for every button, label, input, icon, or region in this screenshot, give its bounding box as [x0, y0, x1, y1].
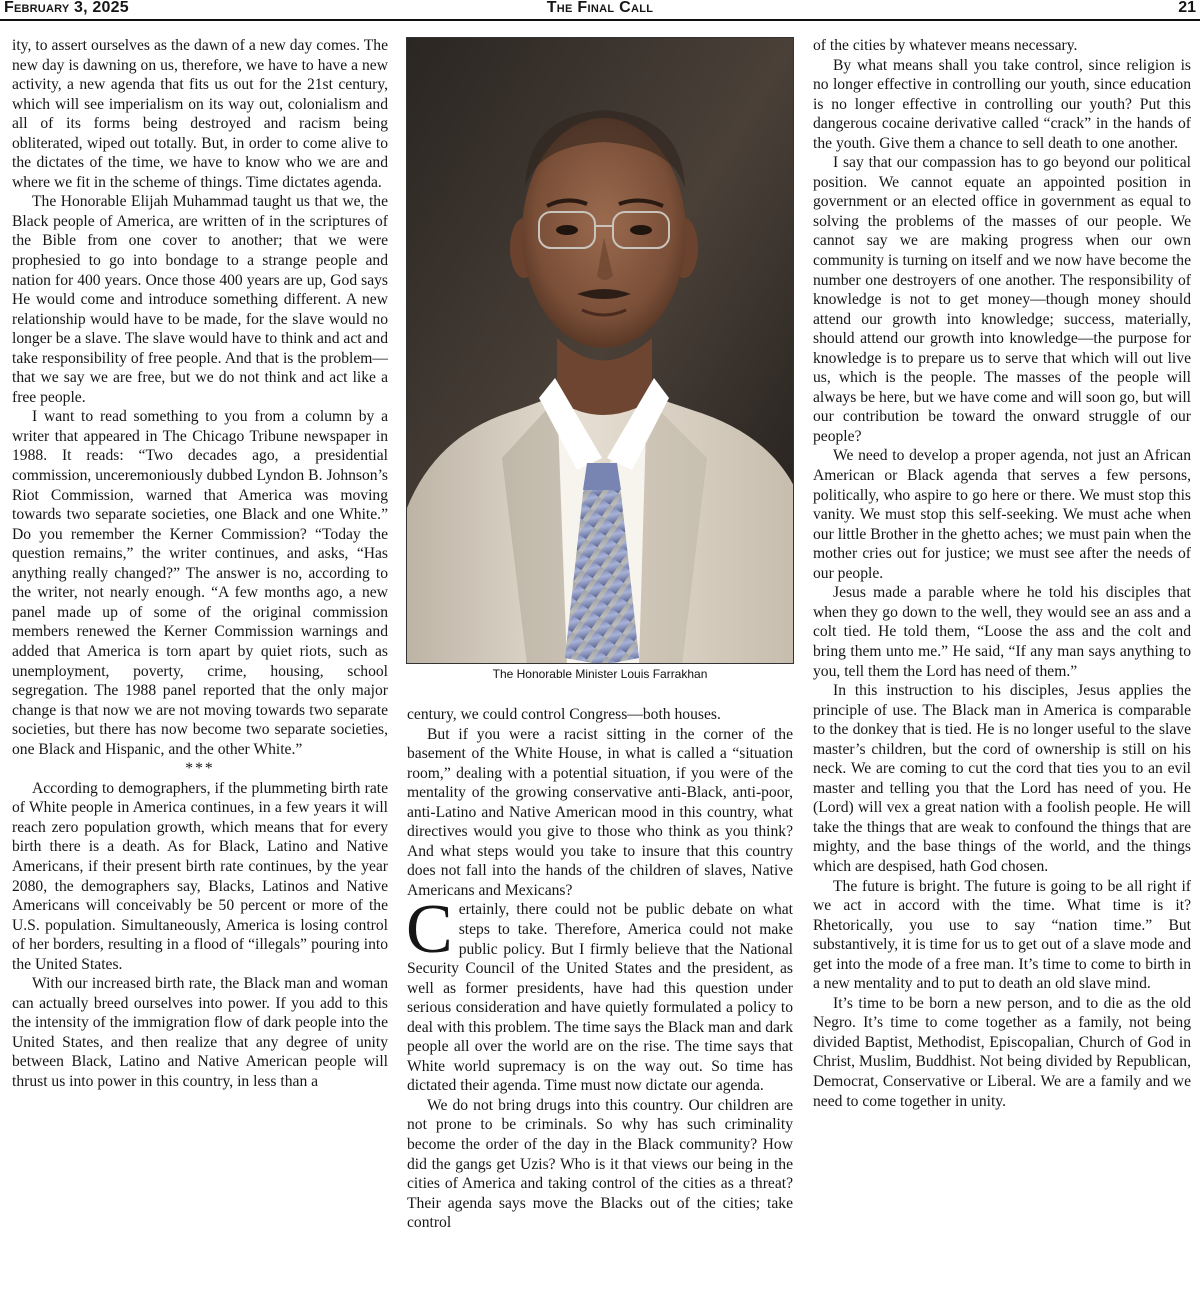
paragraph: The Honorable Elijah Muhammad taught us that we, the Black people of America, are written of in the scriptures of the Bible from one cover to another; that we were prophesied to go into bondage to a strange people and nation for 400 years. Once those 400 years are up, God says He would come and introduce something different. A new relationship would have to be made, for the slave would no longer be a slave. The slave would have to think and act and take responsibility of free people. And that is the problem—that we say we are free, but we do not think and act like a free people.: [12, 193, 389, 406]
paragraph: century, we could control Congress—both houses.: [407, 706, 721, 723]
paragraph: of the cities by whatever means necessary.: [813, 37, 1078, 54]
portrait-illustration: [407, 38, 794, 664]
photo-caption: The Honorable Minister Louis Farrakhan: [492, 667, 708, 681]
dropcap-paragraph: [406, 891, 793, 1095]
paragraph: ity, to assert ourselves as the dawn of a new day comes. The new day is dawning on us, therefore, we have to have a new activity, a new agenda that fits us out for the 21st century, which will see imperialism on its way out, colonialism and all of its forms being destroyed and racism being obliterated, wiped out totally. But, in order to come alive to the dictates of the time, we have to know who we are and where we fit in the scheme of things. Time dictates agenda.: [12, 37, 388, 191]
drop-cap-letter: C: [406, 891, 453, 969]
article-column-1: [12, 36, 388, 1092]
paragraph: I say that our compassion has to go beyond our political position. We cannot equate an appointed position in government or an elected office in government as equal to solving the problems of the masses of our people. We cannot say we are making progress when our own community is turning on itself and we now have become the number one destroyers of one another. The responsibility of knowledge is not to get money—though money should attend our growth into knowledge; success, materially, should attend our growth into knowledge—the purpose for knowledge is to prepare us to serve that which will out live us, which is the people. The masses of the people will always be here, but we have come and will soon go, but will our contribution be toward the onward struggle of our people?: [813, 154, 1191, 445]
article-column-3: [813, 36, 1191, 1111]
paragraph: I want to read something to you from a column by a writer that appeared in The Chicago Tribune newspaper in 1988. It reads: “Two decades ago, a presidential commission, unceremoniously dubbed Lyndon B. Johnson’s Riot Commission, warned that America was moving towards two separate societies, one Black and one White.” Do you remember the Kerner Commission? “Today the question remains,” the writer continues, and asks, “Has anything really changed?” The answer is no, according to the writer, not nearly enough. “A few months ago, a new panel made up of some of the original commission members renewed the Kerner Commission warnings and added that America is torn apart by quiet riots, such as unemployment, poverty, crime, housing, school segregation. The 1988 panel reported that the only major change is that now we are not moving towards two separate societies, but there has now become two separate societies, one Black and Hispanic, and the other White.”: [12, 408, 388, 758]
issue-date: February 3, 2025: [4, 0, 129, 16]
paragraph: By what means shall you take control, since religion is no longer effective in controlling our youth, since education is no longer effective in controlling our youth? Put this dangerous cocaine derivative called “crack” in the hands of the youth. Give them a chance to sell death to one another.: [813, 56, 1191, 152]
paragraph-text: ertainly, there could not be public debate on what steps to take. Therefore, America could not make public policy. But I firmly believe that the National Security Council of the United States and the president, as well as former presidents, have had this question under serious consideration and have quietly formulated a policy to deal with this problem. The time says the Black man and dark people all over the world are on the rise. The time says that White world supremacy is on the way out. So time has dictated their agenda. Time must now dictate our agenda.: [407, 901, 793, 1095]
page-header: [0, 0, 1200, 21]
paragraph: According to demographers, if the plummeting birth rate of White people in America continues, in a few years it will reach zero population growth, which means that for every birth there is a death. As for Black, Latino and Native Americans, if their present birth rate continues, by the year 2080, the demographers say, Blacks, Latinos and Native Americans will conceivably be 50 percent or more of the U.S. population. Simultaneously, America is losing control of her borders, resulting in a flood of “illegals” pouring into the United States.: [12, 779, 388, 973]
paragraph: But if you were a racist sitting in the corner of the basement of the White House, in what is called a “situation room,” dealing with a potential situation, if you were of the mentality of the growing conservative anti-Black, anti-poor, anti-Latino and Native American mood in this country, what directives would you give to those who think as you think? And what steps would you take to insure that this country does not fall into the hands of the children of slaves, Native Americans and Mexicans?: [407, 725, 793, 899]
section-break: ***: [185, 760, 215, 778]
paragraph: Jesus made a parable where he told his disciples that when they go down to the well, they would see an ass and a colt tied. He told them, “Loose the ass and the colt and bring them unto me.” He said, “If any man says anything to you, tell them the Lord has need of them.”: [813, 584, 1191, 680]
paragraph: The future is bright. The future is going to be all right if we act in accord with the time. What time is it? Rhetorically, you use to say “nation time.” But substantively, it is time for us to get out of a slave mode and get into the mode of a free man. It’s time to come to birth in a new mentality and to put to death an old slave mind.: [813, 877, 1191, 993]
paragraph: It’s time to be born a new person, and to die as the old Negro. It’s time to come together as a family, not being divided Baptist, Methodist, Episcopalian, Church of God in Christ, Muslim, Buddhist. Not being divided by Republican, Democrat, Conservative or Liberal. We are a family and we need to come together in unity.: [813, 994, 1191, 1110]
publication-name: The Final Call: [546, 0, 654, 16]
paragraph: In this instruction to his disciples, Jesus applies the principle of use. The Black man in America is comparable to the donkey that is tied. He is no longer useful to the slave master’s children, but the cord of ownership is still on his neck. We are coming to cut the cord that ties you to an evil master and telling you that the Lord has need of you. He (Lord) will vex a great nation with a foolish people. He will take the things that are weak to confound the things that are mighty, and the base things of the world, and the things which are despised, hath God chosen.: [813, 682, 1191, 875]
paragraph: We do not bring drugs into this country. Our children are not prone to be criminals. So why has such criminality become the order of the day in the Black community? How did the gangs get Uzis? Who is it that views our being in the cities of America and taking control of the cities as a threat? Their agenda says move the Blacks out of the cities; take control: [407, 1096, 793, 1232]
page-number: 21: [1178, 0, 1196, 16]
paragraph: We need to develop a proper agenda, not just an African American or Black agenda that serves a few persons, politically, who aspire to go here or there. We must stop this vanity. We must stop this self-seeking. We must ache when our little Brother in the ghetto aches; we must pain when the mother cries out for justice; we must see after the needs of our people.: [813, 447, 1191, 582]
portrait-photo: [406, 37, 794, 664]
paragraph: With our increased birth rate, the Black man and woman can actually breed ourselves into power. If you add to this the intensity of the immigration flow of dark people into the United States, and then realize that any degree of unity between Black, Latino and Native American people will thrust us into power in this country, in less than a: [12, 975, 388, 1090]
article-column-2: [407, 705, 793, 1233]
